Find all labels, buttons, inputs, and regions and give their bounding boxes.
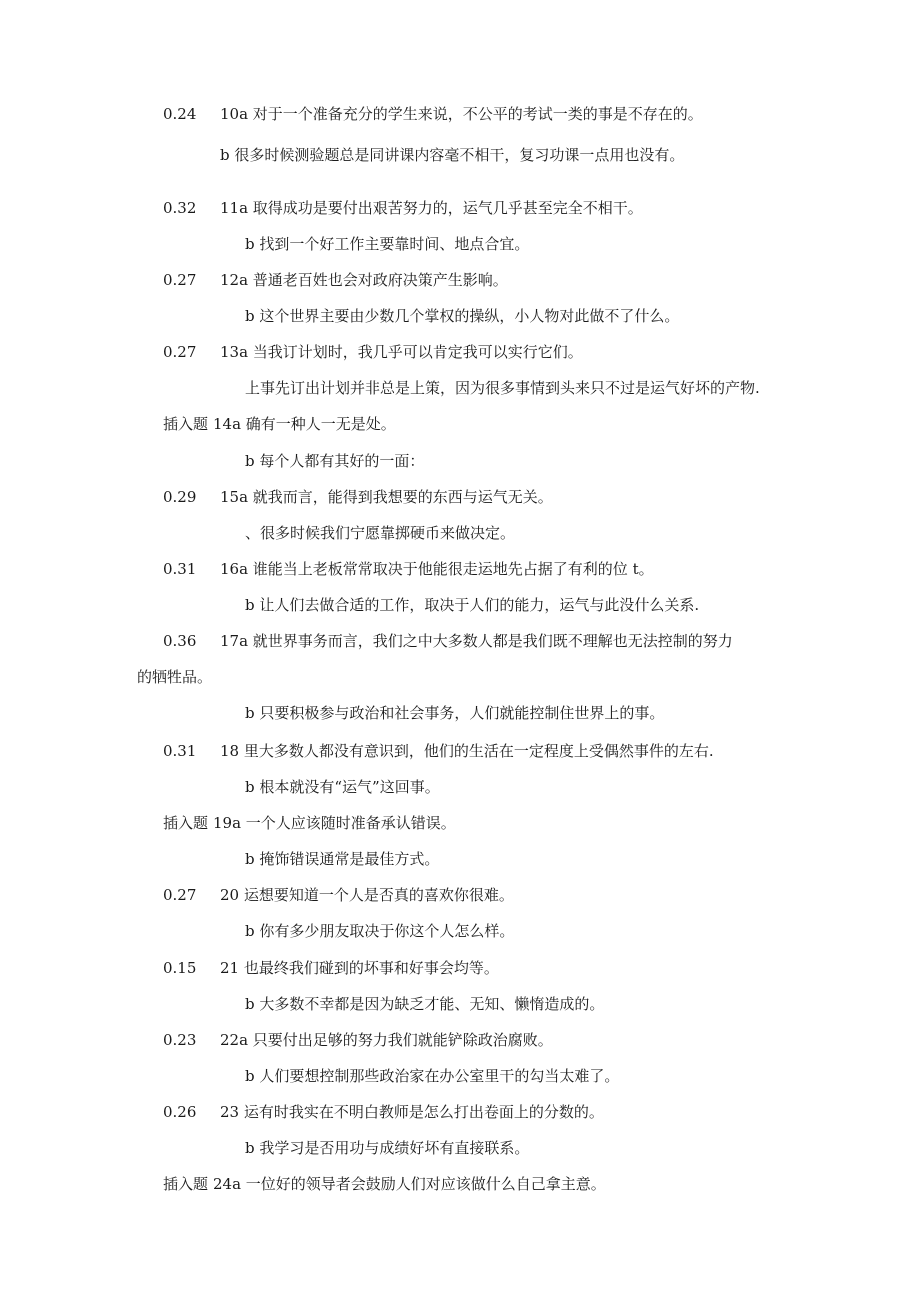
item-option-b: 上事先订出计划并非总是上策，因为很多事情到头来只不过是运气好坏的产物. [245,379,760,397]
item-option-a: 11a 取得成功是要付出艰苦努力的，运气几乎甚至完全不相干。 [220,199,643,217]
item-option-b: b 很多时候测验题总是同讲课内容毫不相干，复习功课一点用也没有。 [220,146,685,164]
item-option-a: 24a 一位好的领导者会鼓励人们对应该做什么自己拿主意。 [213,1175,606,1193]
item-option-a: 20 运想要知道一个人是否真的喜欢你很难。 [220,886,514,904]
item-option-a: 22a 只要付出足够的努力我们就能铲除政治腐败。 [220,1031,553,1049]
item-option-a: 23 运有时我实在不明白教师是怎么打出卷面上的分数的。 [220,1103,604,1121]
item-score: 插入题 [163,415,209,433]
item-score: 0.26 [163,1103,197,1121]
item-score: 0.23 [163,1031,197,1049]
item-option-a: 14a 确有一种人一无是处。 [213,415,396,433]
item-score: 0.29 [163,488,197,506]
item-option-a: 17a 就世界事务而言，我们之中大多数人都是我们既不理解也无法控制的努力 [220,632,733,650]
item-option-b: b 每个人都有其好的一面： [245,452,425,470]
item-option-a: 21 也最终我们碰到的坏事和好事会均等。 [220,959,499,977]
item-option-b: b 让人们去做合适的工作，取决于人们的能力，运气与此没什么关系. [245,596,700,614]
item-score: 0.27 [163,886,197,904]
item-option-b: b 大多数不幸都是因为缺乏才能、无知、懒惰造成的。 [245,995,605,1013]
item-option-b: b 根本就没有“运气”这回事。 [245,778,440,796]
item-score: 0.36 [163,632,197,650]
item-option-b: b 你有多少朋友取决于你这个人怎么样。 [245,922,515,940]
item-option-a: 13a 当我订计划时，我几乎可以肯定我可以实行它们。 [220,343,583,361]
item-score: 0.32 [163,199,197,217]
item-option-b: b 我学习是否用功与成绩好坏有直接联系。 [245,1139,530,1157]
item-option-a: 15a 就我而言，能得到我想要的东西与运气无关。 [220,488,553,506]
item-score: 插入题 [163,1175,209,1193]
item-option-b: b 掩饰错误通常是最佳方式。 [245,850,440,868]
item-option-b: b 只要积极参与政治和社会事务，人们就能控制住世界上的事。 [245,704,665,722]
item-option-a: 10a 对于一个准备充分的学生来说，不公平的考试一类的事是不存在的。 [220,105,703,123]
item-option-a-continued: 的牺牲品。 [137,668,213,686]
item-score: 插入题 [163,814,209,832]
item-score: 0.31 [163,560,197,578]
item-option-b: 、很多时候我们宁愿靠掷硬币来做决定。 [245,524,516,542]
item-option-a: 16a 谁能当上老板常常取决于他能很走运地先占据了有利的位 t。 [220,560,654,578]
item-score: 0.27 [163,343,197,361]
item-score: 0.15 [163,959,197,977]
item-option-a: 19a 一个人应该随时准备承认错误。 [213,814,456,832]
item-score: 0.27 [163,271,197,289]
item-option-b: b 这个世界主要由少数几个掌权的操纵，小人物对此做不了什么。 [245,307,680,325]
item-score: 0.24 [163,105,197,123]
item-option-a: 12a 普通老百姓也会对政府决策产生影响。 [220,271,508,289]
item-option-a: 18 里大多数人都没有意识到，他们的生活在一定程度上受偶然事件的左右. [220,742,714,760]
item-score: 0.31 [163,742,197,760]
item-option-b: b 找到一个好工作主要靠时间、地点合宜。 [245,235,530,253]
item-option-b: b 人们要想控制那些政治家在办公室里干的勾当太难了。 [245,1067,620,1085]
